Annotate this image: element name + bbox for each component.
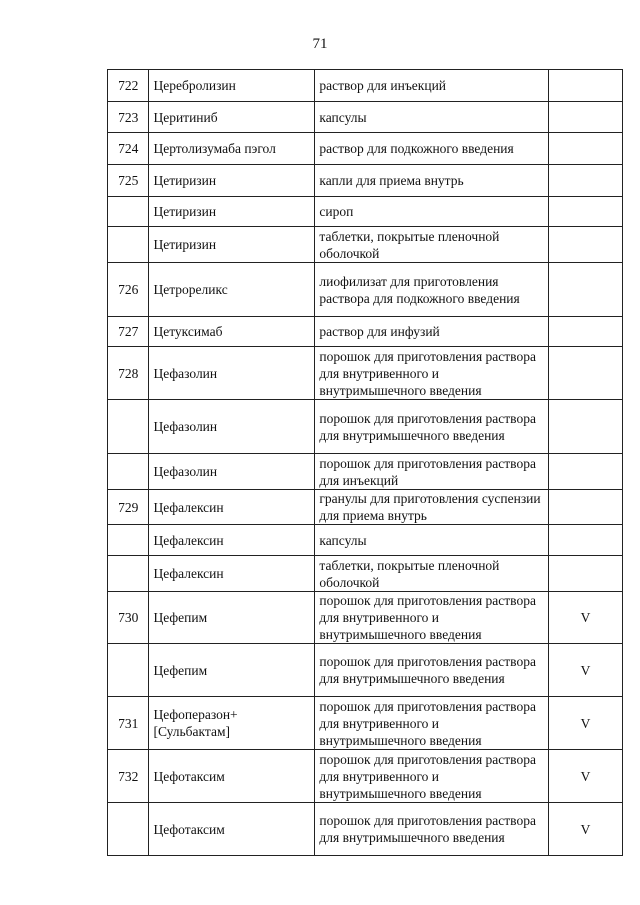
mark-cell: [549, 525, 623, 556]
mark-cell: [549, 102, 623, 133]
table-row: [108, 556, 623, 592]
drug-name: Цефазолин: [149, 347, 315, 400]
table-row: [108, 644, 623, 697]
dosage-form: таблетки, покрытые пленочной оболочкой: [315, 227, 549, 263]
dosage-form: порошок для приготовления раствора для внутривенного и внутримышечного введения: [315, 347, 549, 400]
drug-table: [107, 69, 623, 856]
row-number: [108, 803, 149, 856]
drug-name: Цетиризин: [149, 165, 315, 197]
dosage-form: раствор для инъекций: [315, 70, 549, 102]
row-number: [108, 525, 149, 556]
dosage-form: раствор для инфузий: [315, 317, 549, 347]
table-row: [108, 803, 623, 856]
dosage-form: капсулы: [315, 525, 549, 556]
dosage-form: порошок для приготовления раствора для внутримышечного введения: [315, 400, 549, 454]
drug-name: Церебролизин: [149, 70, 315, 102]
dosage-form: порошок для приготовления раствора для внутривенного и внутримышечного введения: [315, 697, 549, 750]
row-number: 732: [108, 750, 149, 803]
mark-cell: [549, 490, 623, 525]
drug-name: Цефазолин: [149, 454, 315, 490]
mark-cell: [549, 70, 623, 102]
mark-cell: V: [549, 697, 623, 750]
drug-name: Цетуксимаб: [149, 317, 315, 347]
dosage-form: порошок для приготовления раствора для внутримышечного введения: [315, 803, 549, 856]
dosage-form: порошок для приготовления раствора для инъекций: [315, 454, 549, 490]
row-number: [108, 454, 149, 490]
drug-name: Цефоперазон+ [Сульбактам]: [149, 697, 315, 750]
mark-cell: [549, 400, 623, 454]
table-row: [108, 165, 623, 197]
mark-cell: [549, 133, 623, 165]
mark-cell: [549, 556, 623, 592]
drug-name: Цефепим: [149, 592, 315, 644]
drug-name: Цефотаксим: [149, 750, 315, 803]
row-number: [108, 556, 149, 592]
dosage-form: таблетки, покрытые пленочной оболочкой: [315, 556, 549, 592]
mark-cell: [549, 347, 623, 400]
mark-cell: V: [549, 803, 623, 856]
mark-cell: [549, 263, 623, 317]
mark-cell: [549, 227, 623, 263]
row-number: 729: [108, 490, 149, 525]
dosage-form: порошок для приготовления раствора для внутримышечного введения: [315, 644, 549, 697]
table-row: [108, 750, 623, 803]
drug-name: Цефотаксим: [149, 803, 315, 856]
row-number: 727: [108, 317, 149, 347]
table-row: [108, 592, 623, 644]
dosage-form: лиофилизат для приготовления раствора для подкожного введения: [315, 263, 549, 317]
dosage-form: сироп: [315, 197, 549, 227]
row-number: [108, 227, 149, 263]
table-row: [108, 490, 623, 525]
dosage-form: порошок для приготовления раствора для внутривенного и внутримышечного введения: [315, 592, 549, 644]
row-number: 728: [108, 347, 149, 400]
table-row: [108, 347, 623, 400]
dosage-form: капсулы: [315, 102, 549, 133]
dosage-form: раствор для подкожного введения: [315, 133, 549, 165]
mark-cell: V: [549, 644, 623, 697]
dosage-form: гранулы для приготовления суспензии для приема внутрь: [315, 490, 549, 525]
row-number: 723: [108, 102, 149, 133]
drug-name: Цетрореликс: [149, 263, 315, 317]
table-row: [108, 697, 623, 750]
table-row: [108, 454, 623, 490]
row-number: 725: [108, 165, 149, 197]
table-row: [108, 525, 623, 556]
mark-cell: V: [549, 592, 623, 644]
table-row: [108, 70, 623, 102]
table-row: [108, 133, 623, 165]
drug-name: Цетиризин: [149, 197, 315, 227]
table-row: [108, 317, 623, 347]
mark-cell: V: [549, 750, 623, 803]
table-row: [108, 263, 623, 317]
row-number: [108, 400, 149, 454]
mark-cell: [549, 454, 623, 490]
row-number: [108, 197, 149, 227]
drug-name: Цефалексин: [149, 490, 315, 525]
drug-name: Цертолизумаба пэгол: [149, 133, 315, 165]
mark-cell: [549, 165, 623, 197]
row-number: 726: [108, 263, 149, 317]
drug-name: Цефалексин: [149, 556, 315, 592]
dosage-form: порошок для приготовления раствора для внутривенного и внутримышечного введения: [315, 750, 549, 803]
table-row: [108, 227, 623, 263]
table-row: [108, 102, 623, 133]
mark-cell: [549, 197, 623, 227]
drug-name: Цефазолин: [149, 400, 315, 454]
mark-cell: [549, 317, 623, 347]
drug-name: Цефалексин: [149, 525, 315, 556]
table-row: [108, 400, 623, 454]
drug-name: Цефепим: [149, 644, 315, 697]
drug-name: Цетиризин: [149, 227, 315, 263]
drug-name: Церитиниб: [149, 102, 315, 133]
row-number: 724: [108, 133, 149, 165]
dosage-form: капли для приема внутрь: [315, 165, 549, 197]
table-row: [108, 197, 623, 227]
row-number: 730: [108, 592, 149, 644]
page-number: 71: [312, 36, 328, 52]
row-number: 722: [108, 70, 149, 102]
row-number: 731: [108, 697, 149, 750]
row-number: [108, 644, 149, 697]
